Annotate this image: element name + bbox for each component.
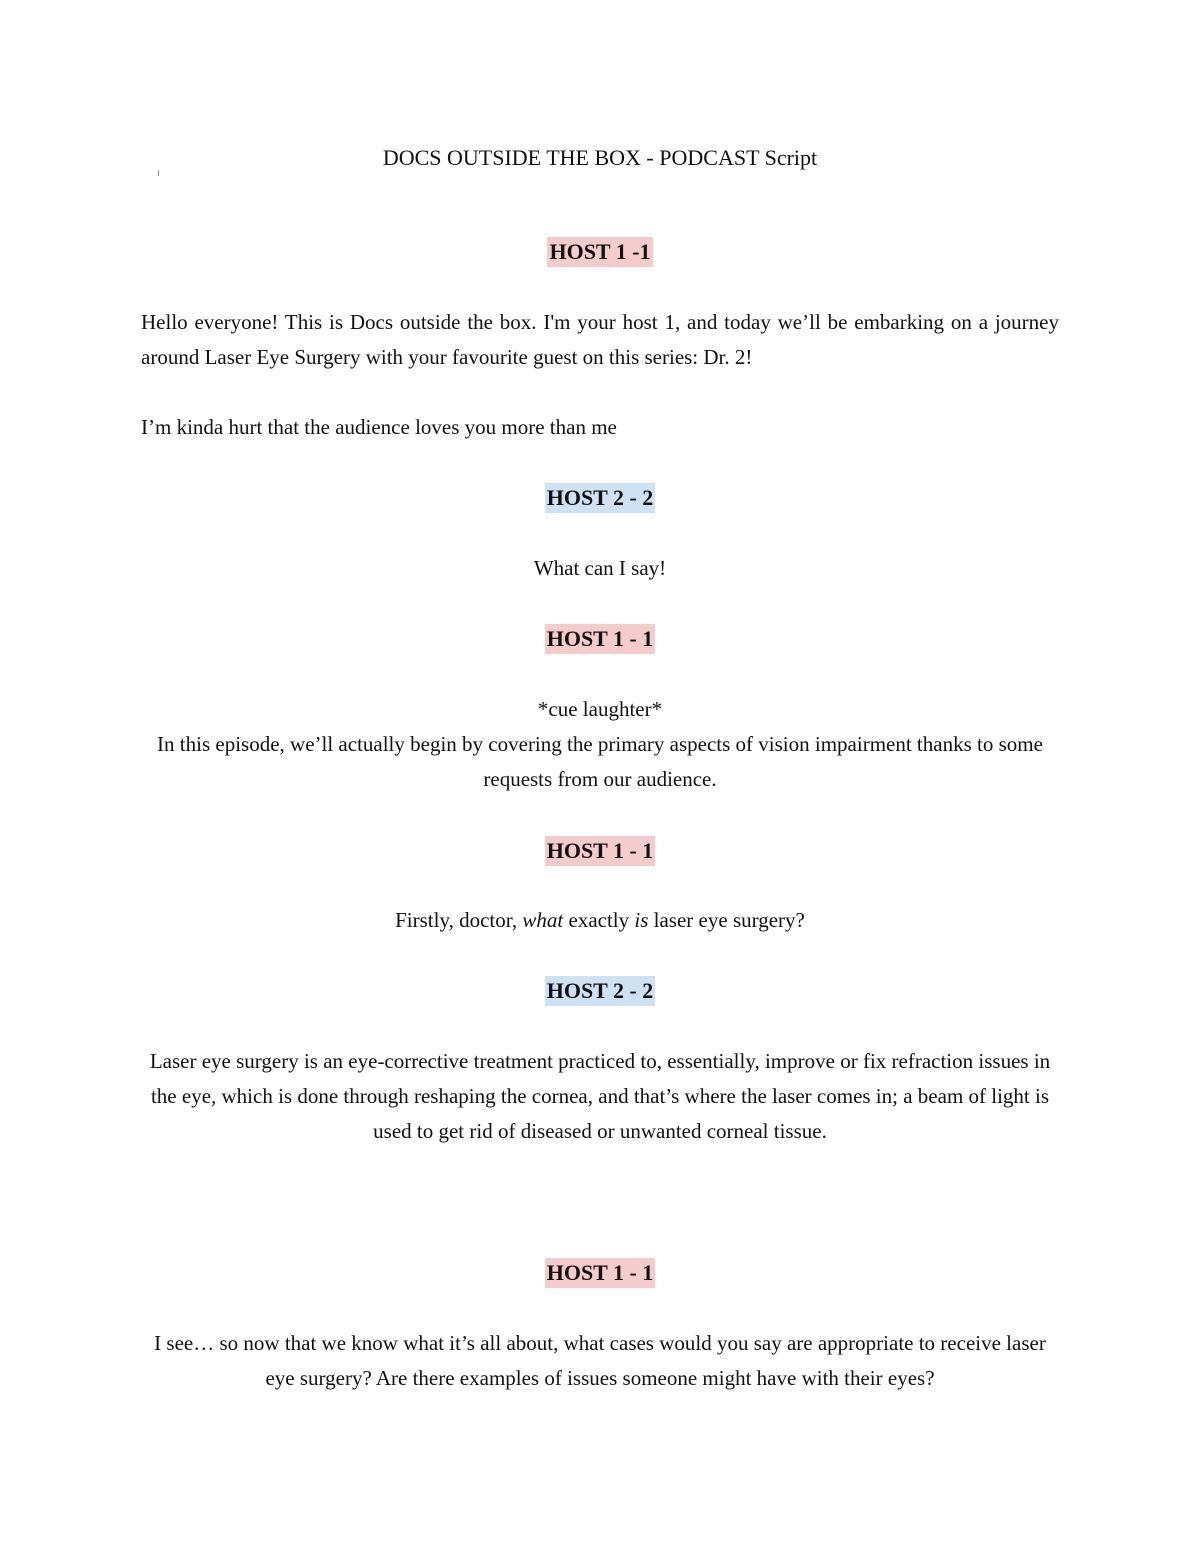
dialogue-paragraph: I see… so now that we know what it’s all about, what cases would you say are appropriate to receive laser eye surgery? Are there examples of issues someone might have with their eyes? (154, 1331, 1046, 1390)
speaker-label-text: HOST 2 - 2 (545, 483, 656, 513)
speaker-label-host-1 (0, 836, 1200, 866)
margin-mark (158, 170, 159, 176)
speaker-label-host-2 (0, 483, 1200, 513)
emphasis-text: what (522, 908, 564, 932)
speaker-label-text: HOST 1 - 1 (545, 624, 656, 654)
dialogue-paragraph: Hello everyone! This is Docs outside the box. I'm your host 1, and today we’ll be embarking on a journey around Laser Eye Surgery with your favourite guest on this series: Dr. 2! (141, 310, 1059, 369)
stage-direction: *cue laughter* (537, 697, 663, 721)
speaker-label-host-1 (0, 1258, 1200, 1288)
text-run: laser eye surgery? (648, 908, 805, 932)
text-run: exactly (563, 908, 635, 932)
speaker-label-host-1 (0, 237, 1200, 267)
dialogue-paragraph: I’m kinda hurt that the audience loves you more than me (141, 415, 617, 439)
dialogue-paragraph: What can I say! (533, 556, 667, 580)
speaker-label-text: HOST 2 - 2 (545, 976, 656, 1006)
dialogue-paragraph (141, 903, 1059, 938)
dialogue-paragraph: In this episode, we’ll actually begin by covering the primary aspects of vision impairment thanks to some requests from our audience. (157, 732, 1043, 791)
speaker-label-text: HOST 1 - 1 (545, 836, 656, 866)
text-run: Firstly, doctor, (395, 908, 523, 932)
dialogue-paragraph: Laser eye surgery is an eye-corrective treatment practiced to, essentially, improve or fix refraction issues in the eye, which is done through reshaping the cornea, and that’s where the laser comes in; a beam of light is used to get rid of diseased or unwanted corneal tissue. (149, 1049, 1051, 1143)
speaker-label-text: HOST 1 - 1 (545, 1258, 656, 1288)
emphasis-text: is (634, 908, 649, 932)
speaker-label-host-1 (0, 624, 1200, 654)
document-title: DOCS OUTSIDE THE BOX - PODCAST Script (382, 145, 818, 170)
speaker-label-text: HOST 1 -1 (547, 237, 652, 267)
speaker-label-host-2 (0, 976, 1200, 1006)
